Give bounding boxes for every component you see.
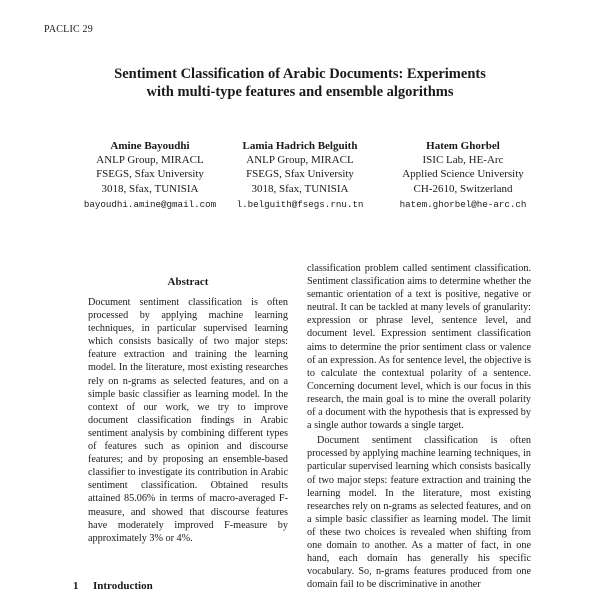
author-email: l.belguith@fsegs.rnu.tn <box>236 198 364 210</box>
abstract-heading: Abstract <box>167 276 209 288</box>
section-title: Introduction <box>93 580 153 592</box>
author-affiliation: ANLP Group, MIRACL <box>246 154 354 167</box>
body-paragraph: Document sentiment classification is often processed by applying machine learning techniques, in particular supervised learning which consists basically of two major steps: feature extraction and training the learning model. In the literature, most existing researches rely on n-grams as selected features, and on a simple basic classifier as learning model. The limit of these two choices is revealed when shifting from one domain to another. As a matter of fact, in one hand, each domain has generally his specific vocabulary. So, n-grams features produced from one domain fail to be discriminative in another <box>307 435 531 591</box>
author-location: 3018, Sfax, TUNISIA <box>101 182 199 195</box>
paper-title <box>60 65 540 101</box>
author-name: Amine Bayoudhi <box>110 140 190 152</box>
author-2 <box>215 139 385 212</box>
author-location: 3018, Sfax, TUNISIA <box>251 182 349 195</box>
author-location: CH-2610, Switzerland <box>413 182 513 195</box>
venue-header: PACLIC 29 <box>44 24 93 35</box>
author-affiliation: ANLP Group, MIRACL <box>96 154 204 167</box>
author-org: FSEGS, Sfax University <box>246 168 354 181</box>
author-name: Hatem Ghorbel <box>426 140 500 152</box>
author-affiliation: ISIC Lab, HE-Arc <box>422 154 504 167</box>
author-3 <box>378 139 548 212</box>
section-heading-introduction <box>73 580 153 592</box>
author-org: FSEGS, Sfax University <box>96 168 204 181</box>
body-paragraph: classification problem called sentiment classification. Sentiment classification aims to determine whether the semantic orientation of a text is positive, negative or neutral. It can be tackled at many levels of granularity: expression or phrase level, sentence level, and document level. Expression sentiment classification aims to determine the prior sentiment class or valence of an expression. As for sentence level, the objective is to calculate the contextual polarity of a sentence. Concerning document level, which is our focus in this research, the main goal is to mine the overall polarity of a document with the hypothesis that is expressed by a single author towards a single target. <box>307 263 531 432</box>
right-column-body <box>307 262 531 591</box>
author-email: hatem.ghorbel@he-arc.ch <box>399 198 527 210</box>
title-line-1: Sentiment Classification of Arabic Documents: Experiments <box>114 66 486 82</box>
author-org: Applied Science University <box>402 168 524 181</box>
author-name: Lamia Hadrich Belguith <box>242 140 358 152</box>
author-1 <box>65 139 235 212</box>
abstract-text: Document sentiment classification is often processed by applying machine learning techniques, in particular supervised learning which consists basically of two major steps: feature extraction and training the learning model. In the literature, most existing researches rely on n-grams as selected features, and on a simple basic classifier as learning model. In the context of our work, we try to improve document classification findings in Arabic sentiment analysis by combining different types of features such as opinion and discourse features; and by proposing an ensemble-based classifier to investigate its contribution in Arabic sentiment classification. Obtained results attained 85.06% in terms of macro-averaged F-measure, and showed that discourse features have moderately improved F-measure by approximately 3% or 4%. <box>88 297 288 544</box>
title-line-2: with multi-type features and ensemble algorithms <box>146 84 454 100</box>
section-number: 1 <box>73 580 79 592</box>
author-email: bayoudhi.amine@gmail.com <box>83 198 217 210</box>
